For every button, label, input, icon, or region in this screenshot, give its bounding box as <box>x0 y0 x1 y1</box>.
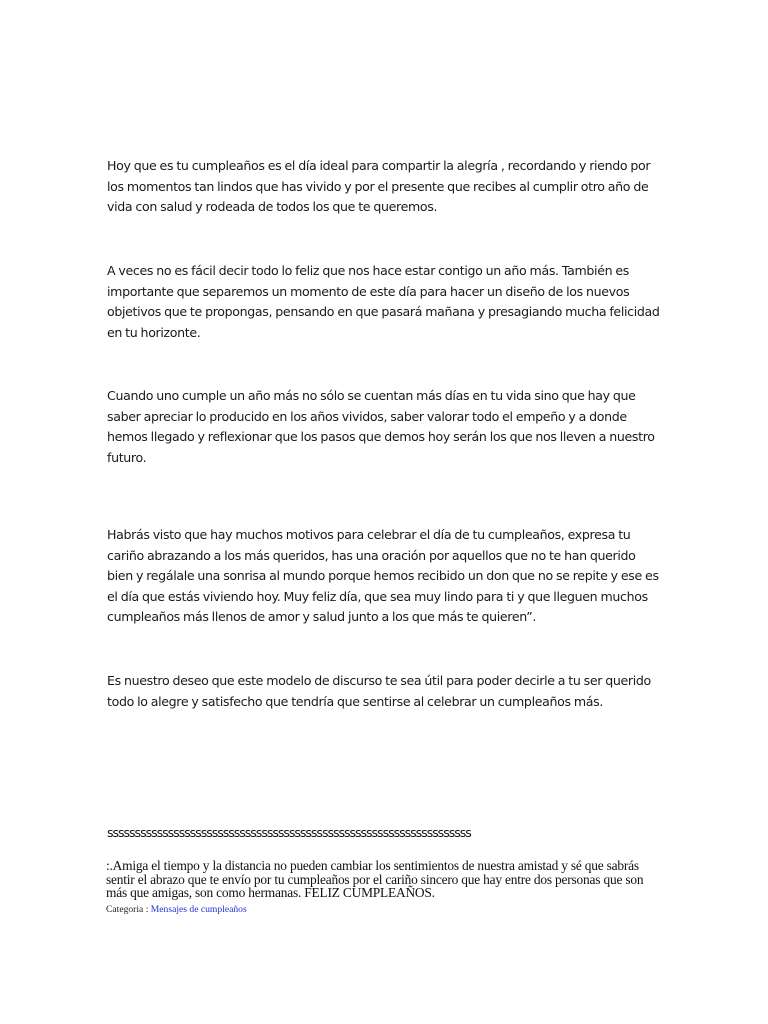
category-link[interactable]: Mensajes de cumpleaños <box>150 904 247 915</box>
paragraph-5: Es nuestro deseo que este modelo de discurso te sea útil para poder decirle a tu ser querido todo lo alegre y satisfecho que tendría que sentirse al celebrar un cumpleaños más. <box>107 673 651 709</box>
paragraph-2: A veces no es fácil decir todo lo feliz que nos hace estar contigo un año más. También es importante que separemos un momento de este día para hacer un diseño de los nuevos objetivos que te propongas, pensando en que pasará mañana y presagiando mucha felicidad en tu horizonte. <box>107 263 660 340</box>
category-label: Categoria : <box>106 904 149 915</box>
separator-line: ssssssssssssssssssssssssssssssssssssssssssssssssssssssssssssssssss <box>107 825 471 840</box>
paragraph-4: Habrás visto que hay muchos motivos para celebrar el día de tu cumpleaños, expresa tu cariño abrazando a los más queridos, has una oración por aquellos que no te han querido bien y regálale una sonrisa al mundo porque hemos recibido un don que no se repite y ese es el día que estás viviendo hoy. Muy feliz día, que sea muy lindo para ti y que lleguen muchos cumpleaños más llenos de amor y salud junto a los que más te quieren”. <box>107 527 659 625</box>
message-paragraph: :.Amiga el tiempo y la distancia no pueden cambiar los sentimientos de nuestra amistad y sé que sabrás sentir el abrazo que te envío por tu cumpleaños por el cariño sincero que hay entre dos personas que son más que amigas, son como hermanas. FELIZ CUMPLEAÑOS. <box>106 858 644 901</box>
paragraph-1: Hoy que es tu cumpleaños es el día ideal para compartir la alegría , recordando y riendo por los momentos tan lindos que has vivido y por el presente que recibes al cumplir otro año de vida con salud y rodeada de todos los que te queremos. <box>107 158 651 215</box>
paragraph-3: Cuando uno cumple un año más no sólo se cuentan más días en tu vida sino que hay que saber apreciar lo producido en los años vividos, saber valorar todo el empeño y a donde hemos llegado y reflexionar que los pasos que demos hoy serán los que nos lleven a nuestro futuro. <box>107 388 655 465</box>
category-line <box>106 904 247 916</box>
